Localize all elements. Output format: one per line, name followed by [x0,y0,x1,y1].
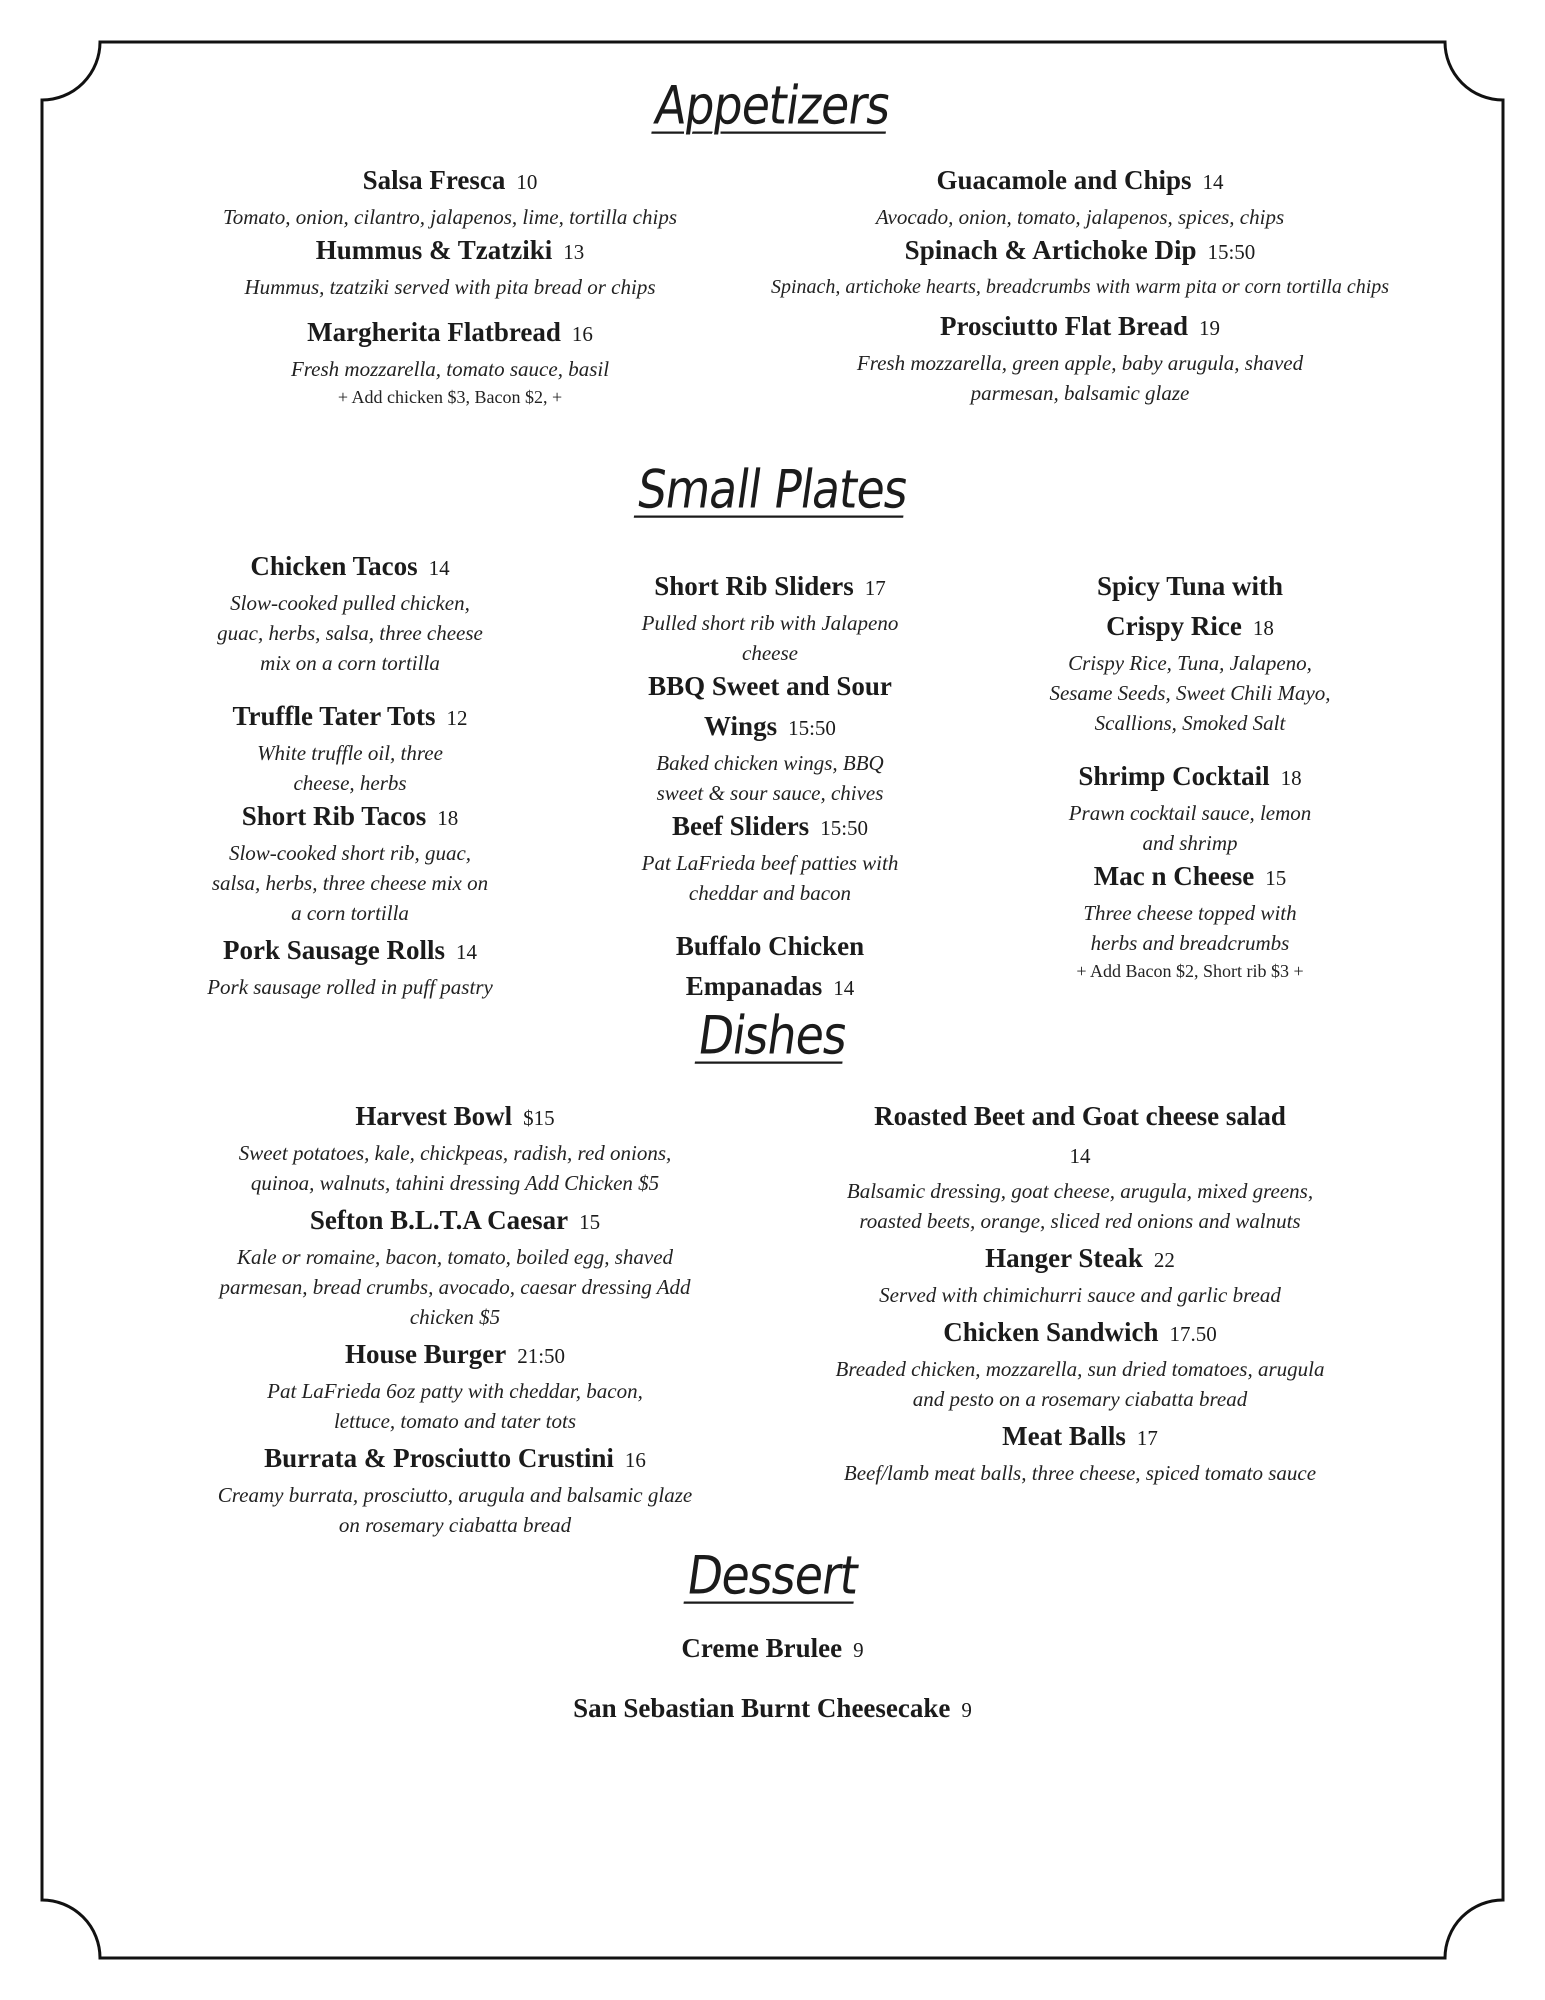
item-price: 12 [446,706,468,730]
menu-item [400,1690,1145,1730]
item-name: Buffalo Chicken Empanadas [675,931,865,1001]
menu-item [715,162,1445,232]
item-price: 18 [1252,616,1274,640]
item-price: 17 [864,576,886,600]
item-name: Spinach & Artichoke Dip [904,235,1197,265]
item-price: 9 [961,1698,972,1722]
item-description: Prawn cocktail sauce, lemon and shrimp [1068,801,1312,855]
item-addon: + Add chicken $3, Bacon $2, + [337,387,563,407]
small-plates-middle-column [610,568,930,1008]
item-price: 13 [563,240,585,264]
item-name: Chicken Tacos [250,551,418,581]
menu-item [200,1202,710,1332]
item-name: Beef Sliders [671,811,810,841]
appetizers-right-column [715,162,1445,408]
item-description: Breaded chicken, mozzarella, sun dried tomatoes, arugula and pesto on a rosemary ciabatta bread [835,1357,1325,1411]
item-description: Spinach, artichoke hearts, breadcrumbs with warm pita or corn tortilla chips [770,276,1390,298]
item-price: 10 [516,170,538,194]
item-name: Hummus & Tzatziki [315,235,553,265]
small-plates-left-column [185,548,515,1002]
small-plates-heading: Small Plates [633,457,912,521]
menu-item [715,308,1445,408]
menu-item [215,162,685,232]
item-description: Baked chicken wings, BBQ sweet & sour sauce, chives [656,751,884,805]
item-name: Truffle Tater Tots [232,701,436,731]
item-name: Guacamole and Chips [936,165,1192,195]
menu-item [830,1240,1330,1310]
item-name: Mac n Cheese [1093,861,1255,891]
item-name: Meat Balls [1002,1421,1126,1451]
item-name: Creme Brulee [681,1633,843,1663]
menu-item [215,232,685,302]
dishes-right-column [830,1098,1330,1488]
menu-item [610,808,930,908]
item-description: Slow-cooked short rib, guac, salsa, herbs, three cheese mix on a corn tortilla [211,841,489,925]
dishes-heading: Dishes [694,1003,851,1067]
item-price: 14 [456,940,478,964]
dishes-left-column [200,1098,710,1540]
item-description: Creamy burrata, prosciutto, arugula and balsamic glaze on rosemary ciabatta bread [217,1483,693,1537]
item-description: Tomato, onion, cilantro, jalapenos, lime, tortilla chips [222,205,678,229]
item-name: Hanger Steak [985,1243,1143,1273]
menu-item [610,568,930,668]
item-name: Burrata & Prosciutto Crustini [264,1443,614,1473]
item-price: 17.50 [1169,1322,1217,1346]
item-description: Served with chimichurri sauce and garlic bread [879,1283,1281,1307]
item-price: $15 [523,1106,555,1130]
item-name: Short Rib Sliders [654,571,854,601]
menu-item [200,1098,710,1198]
item-name: San Sebastian Burnt Cheesecake [573,1693,951,1723]
dessert-column [400,1630,1145,1730]
item-name: Sefton B.L.T.A Caesar [309,1205,569,1235]
menu-item [830,1098,1330,1236]
item-description: Three cheese topped with herbs and breadcrumbs [1083,901,1297,955]
item-price: 15:50 [1207,240,1256,264]
item-description: Pat LaFrieda 6oz patty with cheddar, bacon, lettuce, tomato and tater tots [267,1379,643,1433]
item-price: 17 [1136,1426,1158,1450]
item-price: 15 [579,1210,601,1234]
item-name: BBQ Sweet and Sour Wings [648,671,892,741]
menu-item [830,1418,1330,1488]
item-price: 16 [624,1448,646,1472]
menu-item [200,1440,710,1540]
menu-item [715,232,1445,302]
item-name: Spicy Tuna with Crispy Rice [1096,571,1284,641]
dessert-heading: Dessert [683,1543,862,1607]
menu-item [185,798,515,928]
menu-item [400,1630,1145,1670]
item-description: Kale or romaine, bacon, tomato, boiled egg, shaved parmesan, bread crumbs, avocado, caesar dressing Add chicken $5 [219,1245,691,1329]
item-description: Slow-cooked pulled chicken, guac, herbs, salsa, three cheese mix on a corn tortilla [217,591,483,675]
item-description: Crispy Rice, Tuna, Jalapeno, Sesame Seeds, Sweet Chili Mayo, Scallions, Smoked Salt [1049,651,1331,735]
item-price: 21:50 [517,1344,566,1368]
menu-item [215,314,685,410]
item-description: Sweet potatoes, kale, chickpeas, radish, red onions, quinoa, walnuts, tahini dressing Add Chicken $5 [238,1141,672,1195]
item-price: 14 [1202,170,1224,194]
item-addon: + Add Bacon $2, Short rib $3 + [1076,961,1304,981]
menu-item [610,928,930,1008]
item-description: Pulled short rib with Jalapeno cheese [641,611,899,665]
item-description: Pork sausage rolled in puff pastry [207,975,493,999]
item-name: House Burger [344,1339,507,1369]
item-price: 18 [437,806,459,830]
item-description: Hummus, tzatziki served with pita bread or chips [244,275,656,299]
item-description: White truffle oil, three cheese, herbs [257,741,443,795]
item-price: 9 [853,1638,864,1662]
small-plates-right-column [1030,568,1350,984]
item-price: 14 [833,976,855,1000]
item-price: 15:50 [788,716,836,740]
menu-item [1030,858,1350,984]
item-price: 16 [571,322,593,346]
item-price: 22 [1153,1248,1175,1272]
menu-item [185,932,515,1002]
menu-item [185,698,515,798]
item-description: Beef/lamb meat balls, three cheese, spiced tomato sauce [843,1461,1317,1485]
item-name: Harvest Bowl [355,1101,513,1131]
item-name: Short Rib Tacos [241,801,427,831]
item-description: Fresh mozzarella, tomato sauce, basil [290,357,610,381]
item-name: Shrimp Cocktail [1078,761,1270,791]
item-name: Pork Sausage Rolls [222,935,446,965]
menu-item [185,548,515,678]
menu-item [200,1336,710,1436]
item-description: Avocado, onion, tomato, jalapenos, spices, chips [875,205,1285,229]
item-price: 14 [428,556,450,580]
menu-item [1030,568,1350,738]
item-price: 15:50 [820,816,869,840]
appetizers-heading: Appetizers [650,73,895,137]
item-price: 15 [1265,866,1287,890]
item-price: 18 [1280,766,1302,790]
item-name: Roasted Beet and Goat cheese salad [874,1101,1286,1131]
menu-item [1030,758,1350,858]
item-name: Chicken Sandwich [943,1317,1159,1347]
item-price: 19 [1198,316,1220,340]
menu-item [610,668,930,808]
item-price: 14 [1069,1144,1091,1168]
item-name: Prosciutto Flat Bread [940,311,1188,341]
item-description: Balsamic dressing, goat cheese, arugula, mixed greens, roasted beets, orange, sliced red onions and walnuts [846,1179,1314,1233]
item-name: Margherita Flatbread [307,317,561,347]
item-name: Salsa Fresca [362,165,506,195]
appetizers-left-column [215,162,685,410]
menu-item [830,1314,1330,1414]
item-description: Fresh mozzarella, green apple, baby arugula, shaved parmesan, balsamic glaze [856,351,1304,405]
item-description: Pat LaFrieda beef patties with cheddar and bacon [641,851,899,905]
